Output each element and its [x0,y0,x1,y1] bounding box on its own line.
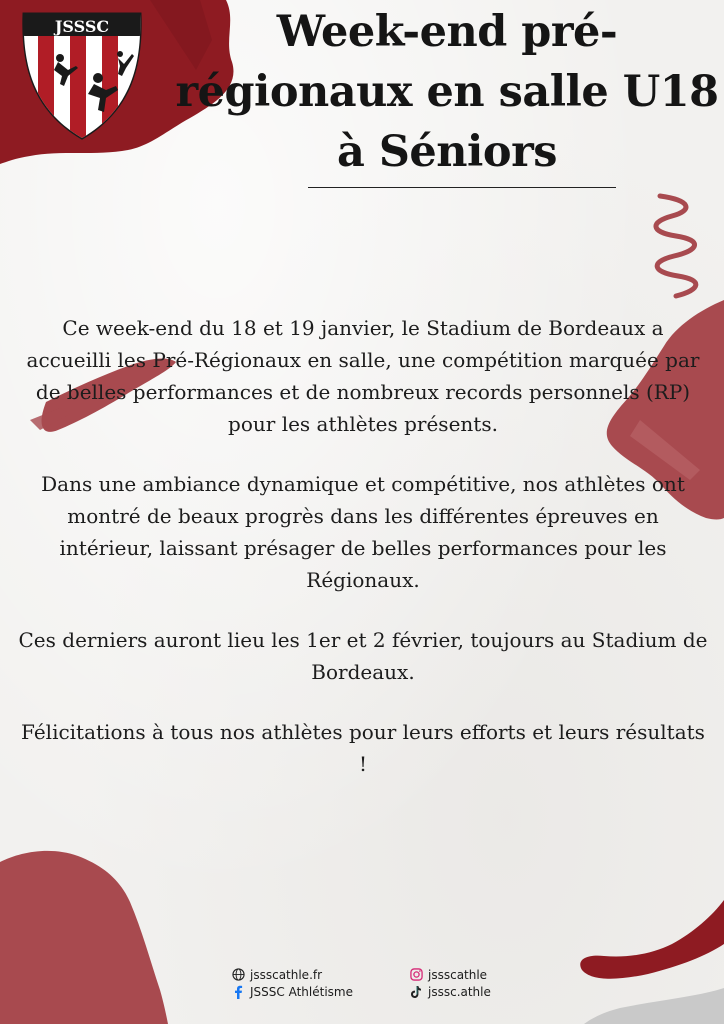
website-link[interactable] [231,966,353,983]
facebook-text: JSSSC Athlétisme [250,984,353,999]
instagram-link[interactable] [409,966,491,983]
instagram-text: jssscathle [428,967,488,982]
page-title: Week-end pré-régionaux en salle U18 à Séniors [175,7,719,177]
paragraph-progress: Dans une ambiance dynamique et compétitive, nos athlètes ont montré de beaux progrès dans les différentes épreuves en intérieur, laissant présager de belles performances pour les Régionaux. [41,472,685,592]
paragraph-next-event: Ces derniers auront lieu les 1er et 2 février, toujours au Stadium de Bordeaux. [18,628,708,684]
paragraph-intro: Ce week-end du 18 et 19 janvier, le Stadium de Bordeaux a accueilli les Pré-Régionaux en salle, une compétition marquée par de belles performances et de nombreux records personnels (RP) pour les athlètes présents. [26,316,700,436]
footer-right [409,966,491,1000]
facebook-icon [231,985,245,999]
tiktok-text: jsssc.athle [428,984,491,999]
tiktok-link[interactable] [409,983,491,1000]
globe-icon [231,968,245,982]
paragraph-congrats: Félicitations à tous nos athlètes pour leurs efforts et leurs résultats ! [21,720,705,776]
footer-left [231,966,353,1000]
title-underline [308,187,616,188]
article-body [18,312,708,808]
instagram-icon [409,968,423,982]
club-logo [20,6,144,142]
tiktok-icon [409,985,423,999]
facebook-link[interactable] [231,983,353,1000]
website-text: jssscathle.fr [250,967,323,982]
logo-text: JSSSC [54,17,110,36]
